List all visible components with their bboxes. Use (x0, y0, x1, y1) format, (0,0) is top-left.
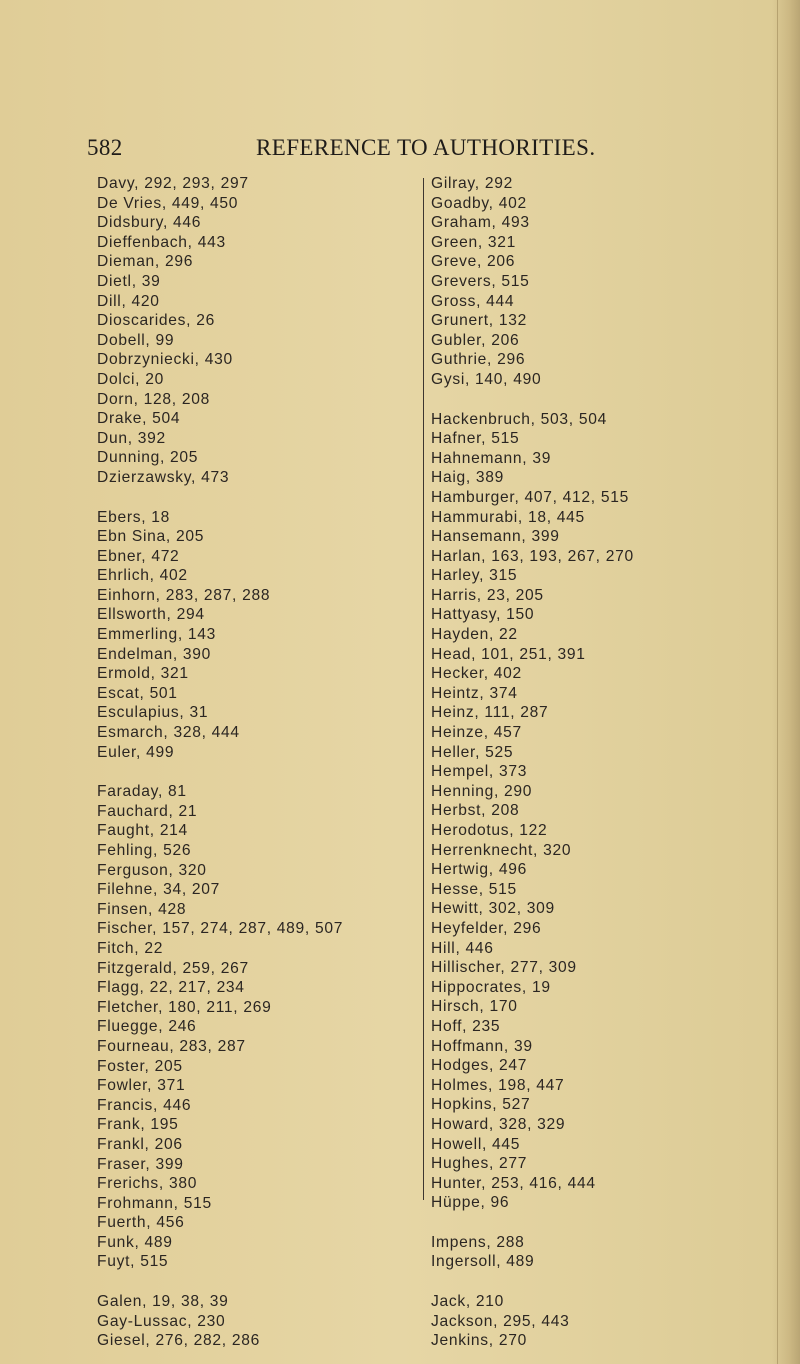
index-entry: Hopkins, 527 (431, 1096, 531, 1114)
letter-group-gap (97, 762, 343, 782)
index-entry: Frerichs, 380 (97, 1175, 198, 1193)
index-entry: Dorn, 128, 208 (97, 390, 210, 408)
index-entry: Fluegge, 246 (97, 1018, 197, 1036)
page-header (85, 135, 645, 165)
index-entry: Guthrie, 296 (431, 351, 526, 369)
index-entry: Goadby, 402 (431, 194, 527, 212)
index-entry: Euler, 499 (97, 743, 175, 761)
index-entry: Esmarch, 328, 444 (97, 724, 240, 742)
index-entry: Gross, 444 (431, 292, 515, 310)
index-entry: Hayden, 22 (431, 626, 518, 644)
index-entry: Fehling, 526 (97, 842, 192, 859)
index-entry: Ebn Sina, 205 (97, 528, 205, 546)
index-entry: Heyfelder, 296 (431, 919, 542, 937)
index-entry: De Vries, 449, 450 (97, 194, 239, 212)
index-entry: Hammurabi, 18, 445 (431, 508, 585, 526)
index-entry: Hamburger, 407, 412, 515 (431, 488, 629, 506)
index-entry: Green, 321 (431, 233, 517, 251)
index-entry: Frohmann, 515 (97, 1194, 212, 1212)
index-entry: Impens, 288 (431, 1233, 525, 1251)
index-entry: Holmes, 198, 447 (431, 1076, 565, 1094)
index-entry: Hansemann, 399 (431, 528, 560, 546)
index-entry: Hirsch, 170 (431, 998, 518, 1016)
index-entry: Jackson, 295, 443 (431, 1312, 570, 1330)
index-entry: Galen, 19, 38, 39 (97, 1293, 229, 1311)
index-entry: Fischer, 157, 274, 287, 489, 507 (97, 920, 344, 938)
index-entry: Fraser, 399 (97, 1155, 184, 1173)
index-entry: Dioscarides, 26 (97, 312, 215, 330)
index-entry: Harley, 315 (431, 567, 518, 585)
index-entry: Hughes, 277 (431, 1155, 528, 1173)
index-column-left (97, 174, 343, 1351)
index-entry: Hattyasy, 150 (431, 606, 535, 624)
index-entry: Dietl, 39 (97, 272, 161, 290)
index-entry: Grunert, 132 (431, 312, 527, 330)
index-entry: Dun, 392 (97, 429, 166, 447)
index-entry: Grevers, 515 (431, 272, 530, 290)
index-entry: Hillischer, 277, 309 (431, 959, 577, 977)
index-entry: Herodotus, 122 (431, 822, 548, 839)
index-entry: Jack, 210 (431, 1293, 505, 1311)
index-entry: Herbst, 208 (431, 802, 520, 820)
index-entry: Einhorn, 283, 287, 288 (97, 586, 271, 604)
index-entry: Emmerling, 143 (97, 626, 217, 644)
index-entry: Hoff, 235 (431, 1017, 501, 1035)
index-entry: Ingersoll, 489 (431, 1253, 535, 1271)
index-entry: Hill, 446 (431, 939, 494, 957)
index-entry: Frank, 195 (97, 1116, 179, 1134)
index-entry: Dieman, 296 (97, 253, 194, 271)
index-entry: Hüppe, 96 (431, 1194, 510, 1212)
index-entry: Hempel, 373 (431, 763, 528, 781)
index-entry: Hecker, 402 (431, 665, 522, 683)
index-entry: Dieffenbach, 443 (97, 233, 226, 251)
letter-group-gap (97, 488, 343, 508)
index-entry: Gilray, 292 (431, 175, 513, 192)
letter-group-gap (431, 390, 634, 410)
index-entry: Dobrzyniecki, 430 (97, 351, 233, 369)
index-entry: Howard, 328, 329 (431, 1115, 566, 1133)
index-entry: Hertwig, 496 (431, 861, 527, 879)
index-entry: Hunter, 253, 416, 444 (431, 1174, 596, 1192)
index-entry: Dobell, 99 (97, 331, 175, 349)
index-entry: Haig, 389 (431, 469, 505, 487)
index-entry: Gay-Lussac, 230 (97, 1312, 226, 1330)
running-title: REFERENCE TO AUTHORITIES. (256, 135, 596, 160)
index-entry: Ebers, 18 (97, 508, 171, 526)
index-entry: Howell, 445 (431, 1135, 521, 1153)
index-entry: Fuyt, 515 (97, 1253, 169, 1271)
index-entry: Faught, 214 (97, 822, 188, 840)
index-entry: Hippocrates, 19 (431, 978, 551, 996)
letter-group-gap (97, 1272, 343, 1292)
index-entry: Fauchard, 21 (97, 802, 198, 820)
index-column-right (431, 174, 634, 1351)
index-entry: Ferguson, 320 (97, 861, 207, 879)
index-entry: Hahnemann, 39 (431, 449, 552, 467)
index-entry: Jenkins, 270 (431, 1332, 527, 1350)
index-entry: Dzierzawsky, 473 (97, 468, 230, 486)
index-entry: Herrenknecht, 320 (431, 841, 572, 859)
letter-group-gap (431, 1272, 634, 1292)
index-entry: Flagg, 22, 217, 234 (97, 979, 245, 997)
index-entry: Foster, 205 (97, 1057, 183, 1075)
page-edge-line (777, 0, 778, 1364)
index-entry: Giesel, 276, 282, 286 (97, 1332, 260, 1350)
index-entry: Heintz, 374 (431, 684, 518, 702)
index-entry: Fitch, 22 (97, 939, 164, 957)
index-entry: Hodges, 247 (431, 1057, 528, 1075)
index-entry: Harlan, 163, 193, 267, 270 (431, 547, 634, 565)
index-entry: Dolci, 20 (97, 370, 164, 388)
index-entry: Fuerth, 456 (97, 1214, 185, 1232)
index-entry: Ellsworth, 294 (97, 606, 205, 624)
index-entry: Ehrlich, 402 (97, 567, 188, 585)
index-entry: Ebner, 472 (97, 547, 180, 565)
index-entry: Hesse, 515 (431, 880, 517, 898)
index-entry: Finsen, 428 (97, 900, 187, 918)
index-entry: Henning, 290 (431, 782, 533, 800)
index-entry: Davy, 292, 293, 297 (97, 175, 249, 192)
index-entry: Francis, 446 (97, 1096, 192, 1114)
index-entry: Hewitt, 302, 309 (431, 900, 555, 918)
index-entry: Dunning, 205 (97, 449, 199, 467)
index-entry: Harris, 23, 205 (431, 586, 544, 604)
index-entry: Graham, 493 (431, 214, 530, 232)
index-entry: Hafner, 515 (431, 430, 520, 448)
index-entry: Fletcher, 180, 211, 269 (97, 998, 272, 1016)
index-entry: Dill, 420 (97, 292, 160, 310)
index-entry: Fitzgerald, 259, 267 (97, 959, 249, 977)
letter-group-gap (431, 1213, 634, 1233)
index-entry: Drake, 504 (97, 410, 181, 428)
index-entry: Heinze, 457 (431, 724, 522, 742)
index-entry: Heinz, 111, 287 (431, 704, 549, 722)
index-entry: Frankl, 206 (97, 1135, 183, 1153)
index-entry: Fowler, 371 (97, 1077, 186, 1095)
index-entry: Ermold, 321 (97, 665, 189, 683)
index-entry: Head, 101, 251, 391 (431, 645, 586, 663)
index-entry: Hackenbruch, 503, 504 (431, 410, 607, 428)
index-entry: Gysi, 140, 490 (431, 370, 542, 388)
column-divider (423, 178, 424, 1200)
index-entry: Faraday, 81 (97, 783, 187, 801)
index-entry: Endelman, 390 (97, 645, 211, 663)
index-entry: Didsbury, 446 (97, 214, 202, 232)
index-entry: Funk, 489 (97, 1233, 173, 1251)
index-entry: Fourneau, 283, 287 (97, 1037, 246, 1055)
index-entry: Greve, 206 (431, 253, 516, 271)
index-entry: Heller, 525 (431, 743, 514, 761)
page-number: 582 (87, 135, 123, 160)
index-entry: Hoffmann, 39 (431, 1037, 533, 1055)
index-entry: Esculapius, 31 (97, 704, 209, 722)
index-entry: Filehne, 34, 207 (97, 881, 221, 899)
index-entry: Escat, 501 (97, 684, 178, 702)
index-entry: Gubler, 206 (431, 331, 520, 349)
